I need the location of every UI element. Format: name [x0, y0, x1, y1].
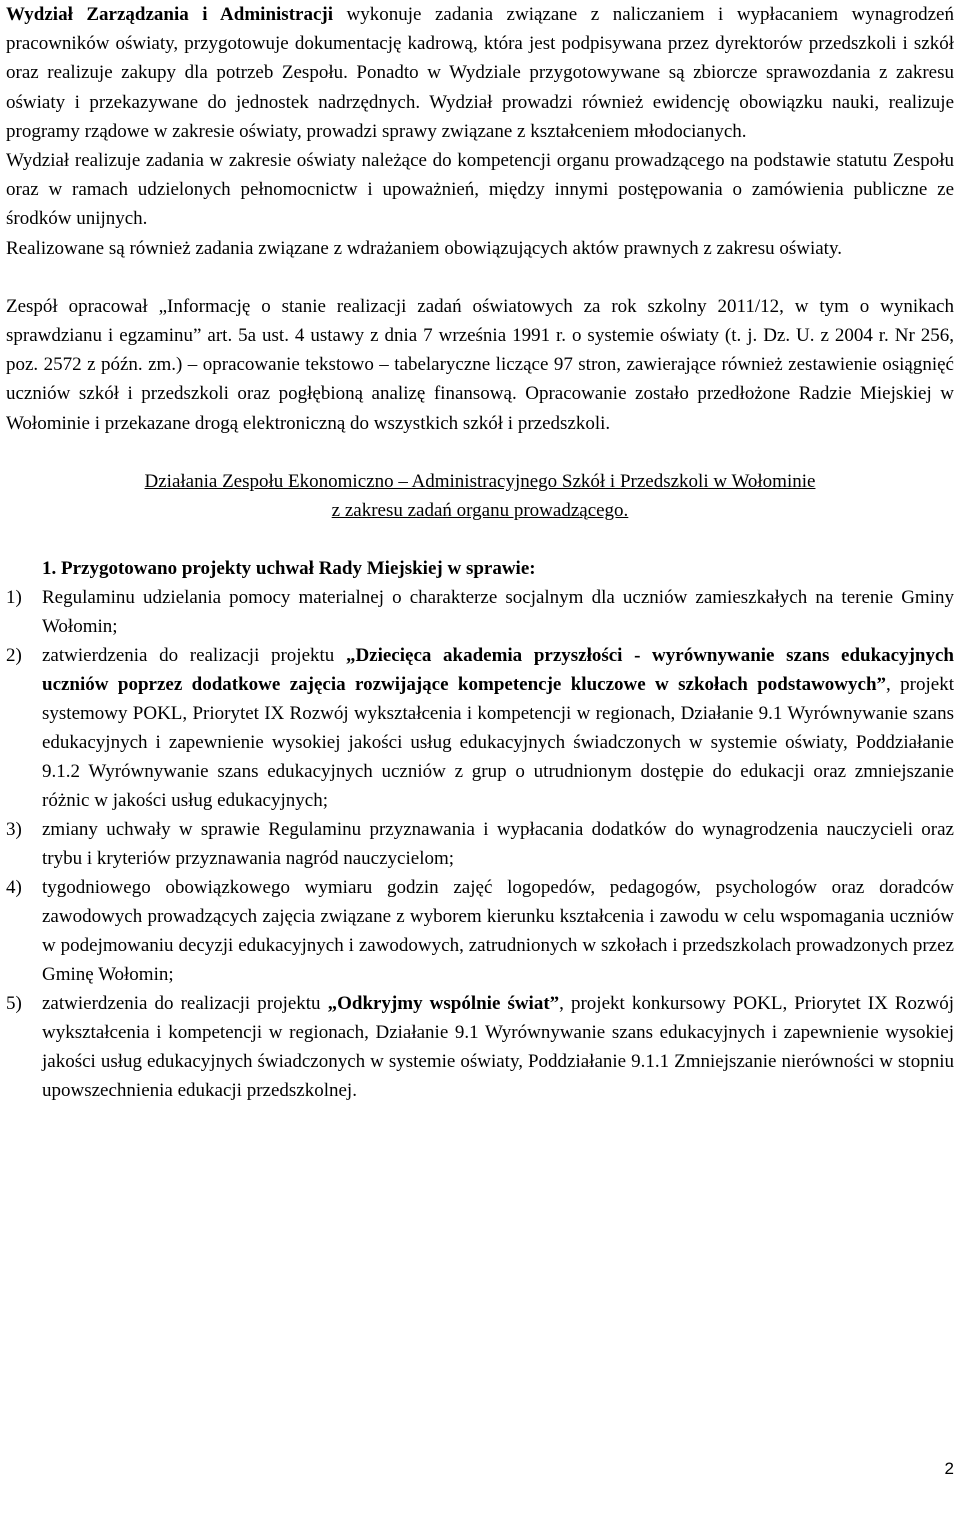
list-item-number: 1) [6, 586, 22, 608]
section-heading-line-2: z zakresu zadań organu prowadzącego. [331, 499, 629, 521]
list-item-text-pre: zatwierdzenia do realizacji projektu [42, 644, 346, 666]
list-item-text: tygodniowego obowiązkowego wymiaru godzin zajęć logopedów, pedagogów, psychologów oraz doradców zawodowych prowadzących zajęcia związane z wyborem kierunku kształcenia i zawodu w celu wspomagania uczniów w podejmowaniu decyzji edukacyjnych i zawodowych, zatrudnionych w szkołach i przedszkolach prowadzonych przez Gminę Wołomin; [42, 876, 954, 985]
intro-paragraph-3: Realizowane są również zadania związane z wdrażaniem obowiązujących aktów prawnych z zakresu oświaty. [6, 237, 842, 259]
list-item-text: Regulaminu udzielania pomocy materialnej o charakterze socjalnym dla uczniów zamieszkałych na terenie Gminy Wołomin; [42, 586, 954, 637]
page-number: 2 [944, 1459, 954, 1478]
list-item [6, 873, 954, 989]
list-item-number: 2) [6, 644, 22, 666]
section-heading-line-1: Działania Zespołu Ekonomiczno – Administracyjnego Szkół i Przedszkoli w Wołominie [144, 470, 816, 492]
spacer [6, 525, 954, 554]
spacer [6, 263, 954, 292]
list-item [6, 989, 954, 1105]
list-item [6, 815, 954, 873]
intro-paragraph-1 [6, 0, 954, 146]
department-name: Wydział Zarządzania i Administracji [6, 4, 333, 25]
spacer [6, 438, 954, 467]
project-title: „Odkryjmy wspólnie świat” [327, 992, 560, 1014]
intro-paragraph-1-text: wykonuje zadania związane z naliczaniem i wypłacaniem wynagrodzeń pracowników oświaty, przygotowuje dokumentację kadrową, która jest podpisywana przez dyrektorów przedszkoli i szkół oraz realizuje zakupy dla potrzeb Zespołu. Ponadto w Wydziale przygotowywane są zbiorcze sprawozdania z zakresu oświaty i przekazywane do jednostek nadrzędnych. Wydział prowadzi również ewidencję obowiązku nauki, realizuje programy rządowe w zakresie oświaty, prowadzi sprawy związane z kształceniem młodocianych. [6, 4, 954, 142]
list-item-text: zmiany uchwały w sprawie Regulaminu przyznawania i wypłacania dodatków do wynagrodzenia nauczycieli oraz trybu i kryteriów przyznawania nagród nauczycielom; [42, 818, 954, 869]
section-1-title: 1. Przygotowano projekty uchwał Rady Miejskiej w sprawie: [42, 557, 536, 579]
list-item [6, 583, 954, 641]
list-item-number: 5) [6, 992, 22, 1014]
list-item-number: 4) [6, 876, 22, 898]
report-paragraph: Zespół opracował „Informację o stanie realizacji zadań oświatowych za rok szkolny 2011/12, w tym o wynikach sprawdzianu i egzaminu” art. 5a ust. 4 ustawy z dnia 7 września 1991 r. o systemie oświaty (t. j. Dz. U. z 2004 r. Nr 256, poz. 2572 z późn. zm.) – opracowanie tekstowo – tabelaryczne liczące 97 stron, zawierające również zestawienie osiągnięć uczniów szkół i przedszkoli oraz pogłębioną analizę finansową. Opracowanie zostało przedłożone Radzie Miejskiej w Wołominie i przekazane drogą elektroniczną do wszystkich szkół i przedszkoli. [6, 295, 954, 434]
list-item-text-post: , projekt konkursowy POKL, Priorytet IX Rozwój wykształcenia i kompetencji w regionach, Działanie 9.1 Wyrównywanie szans edukacyjnych i zapewnienie wysokiej jakości usług edukacyjnych świadczonych w systemie oświaty, Poddziałanie 9.1.1 Zmniejszanie nierówności w stopniu upowszechnienia edukacji przedszkolnej. [42, 992, 954, 1101]
list-item [6, 641, 954, 815]
list-item-text-pre: zatwierdzenia do realizacji projektu [42, 992, 328, 1014]
intro-paragraph-2: Wydział realizuje zadania w zakresie oświaty należące do kompetencji organu prowadzącego na podstawie statutu Zespołu oraz w ramach udzielonych pełnomocnictw i upoważnień, między innymi postępowania o zamówienia publiczne ze środków unijnych. [6, 150, 954, 230]
list-item-text-post: , projekt systemowy POKL, Priorytet IX Rozwój wykształcenia i kompetencji w regionach, Działanie 9.1 Wyrównywanie szans edukacyjnych i zapewnienie wysokiej jakości usług edukacyjnych świadczonych w systemie oświaty, Poddziałanie 9.1.2 Wyrównywanie szans edukacyjnych uczniów z grup o utrudnionym dostępie do edukacji oraz zmniejszanie różnic w jakości usług edukacyjnych; [42, 673, 954, 811]
resolution-list [6, 583, 954, 1105]
list-item-number: 3) [6, 818, 22, 840]
project-title: „Dziecięca akademia przyszłości - wyrównywanie szans edukacyjnych uczniów poprzez dodatkowe zajęcia rozwijające kompetencje kluczowe w szkołach podstawowych” [42, 644, 954, 695]
